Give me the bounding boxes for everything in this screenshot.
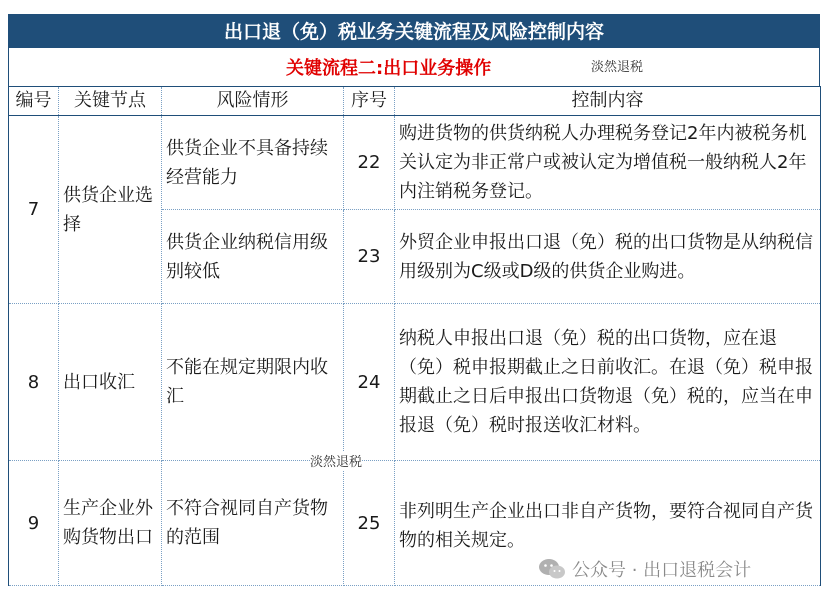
table-row <box>9 304 821 461</box>
watermark-bottom-text: 公众号 · 出口退税会计 <box>572 560 752 581</box>
cell-seq: 22 <box>344 116 395 210</box>
cell-seq: 23 <box>344 210 395 304</box>
cell-control: 纳税人申报出口退（免）税的出口货物，应在退（免）税申报期截止之日前收汇。在退（免）税申报期截止之日后申报出口货物退（免）税的，应当在申报退（免）税时报送收汇材料。 <box>395 304 821 461</box>
header-node: 关键节点 <box>59 87 162 116</box>
section-subtitle: 关键流程二:出口业务操作 <box>286 58 492 79</box>
subtitle-bar <box>8 48 820 86</box>
cell-seq: 25 <box>344 461 395 586</box>
header-id: 编号 <box>9 87 59 116</box>
cell-id: 8 <box>9 304 59 461</box>
wechat-icon <box>538 558 566 580</box>
watermark-bottom <box>538 556 751 582</box>
cell-control: 外贸企业申报出口退（免）税的出口货物是从纳税信用级别为C级或D级的供货企业购进。 <box>395 210 821 304</box>
header-risk: 风险情形 <box>162 87 344 116</box>
cell-id: 9 <box>9 461 59 586</box>
cell-risk: 不符合视同自产货物的范围 <box>162 461 344 586</box>
cell-node: 供货企业选择 <box>59 116 162 304</box>
cell-node: 生产企业外购货物出口 <box>59 461 162 586</box>
header-control: 控制内容 <box>395 87 821 116</box>
watermark-middle: 淡然退税 <box>310 451 362 470</box>
table-header-row <box>9 87 821 116</box>
cell-risk: 供货企业不具备持续经营能力 <box>162 116 344 210</box>
risk-control-table <box>8 86 821 586</box>
cell-control: 非列明生产企业出口非自产货物，要符合视同自产货物的相关规定。 <box>395 461 821 586</box>
cell-risk: 不能在规定期限内收汇 <box>162 304 344 461</box>
page-title: 出口退（免）税业务关键流程及风险控制内容 <box>8 14 820 48</box>
cell-risk: 供货企业纳税信用级别较低 <box>162 210 344 304</box>
cell-id: 7 <box>9 116 59 304</box>
cell-control: 购进货物的供货纳税人办理税务登记2年内被税务机关认定为非正常户或被认定为增值税一般纳税人2年内注销税务登记。 <box>395 116 821 210</box>
watermark-top: 淡然退税 <box>591 60 644 75</box>
cell-seq: 24 <box>344 304 395 461</box>
header-seq: 序号 <box>344 87 395 116</box>
table-row <box>9 116 821 210</box>
cell-node: 出口收汇 <box>59 304 162 461</box>
